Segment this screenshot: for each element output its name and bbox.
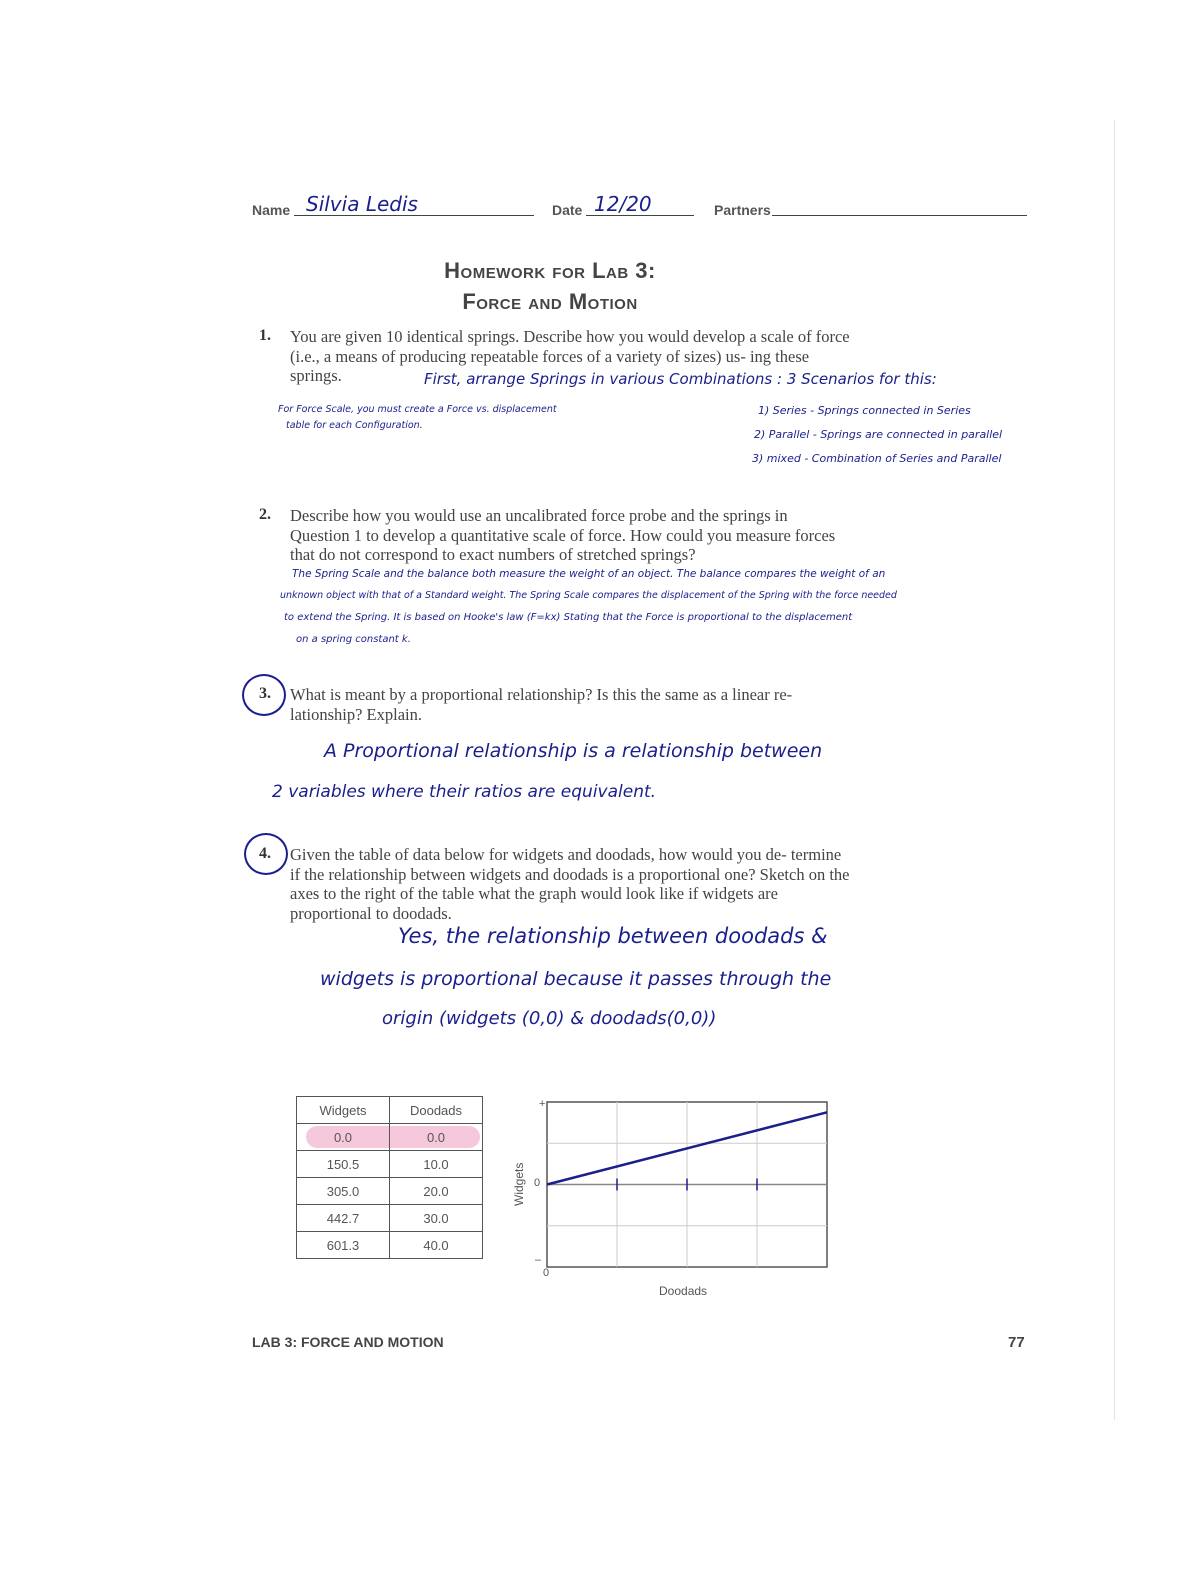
q2-answer-3: to extend the Spring. It is based on Hooke's law (F=kx) Stating that the Force is proportional to the displacement [284, 612, 853, 623]
x-zero-label: 0 [543, 1267, 550, 1279]
partners-line [772, 215, 1027, 216]
q3-text: What is meant by a proportional relationship? Is this the same as a linear re- lationship? Explain. [290, 685, 793, 724]
q1-number: 1. [259, 327, 271, 344]
q1-answer-left-1: For Force Scale, you must create a Force vs. displacement [278, 404, 557, 415]
q1-answer-right-1: 1) Series - Springs connected in Series [758, 404, 971, 417]
title-line-1: Homework for Lab 3: [444, 258, 656, 283]
footer-lab-title: LAB 3: FORCE AND MOTION [252, 1334, 444, 1350]
q2-text: Describe how you would use an uncalibrated force probe and the springs in Question 1 to develop a quantitative scale of force. How could you measure forces that do not correspond to exact numbers of stretched springs? [290, 506, 836, 564]
table-header-widgets: Widgets [297, 1097, 390, 1124]
table-cell: 40.0 [390, 1232, 483, 1259]
table-cell: 20.0 [390, 1178, 483, 1205]
table-row [297, 1178, 483, 1205]
q1-text: You are given 10 identical springs. Describe how you would develop a scale of force (i.e., a means of producing repeatable forces of a variety of sizes) us- ing these springs. [290, 327, 850, 385]
name-label: Name [252, 202, 291, 218]
table-row [297, 1232, 483, 1259]
table-header-row [297, 1097, 483, 1124]
table-cell: 601.3 [297, 1232, 390, 1259]
date-label: Date [552, 202, 583, 218]
q4-answer-2: widgets is proportional because it passes through the [320, 968, 832, 990]
table-cell: 305.0 [297, 1178, 390, 1205]
table-cell: 0.0 [390, 1124, 483, 1151]
q2-answer-4: on a spring constant k. [296, 634, 411, 645]
q4-text: Given the table of data below for widgets and doodads, how would you de- termine if the relationship between widgets and doodads is a proportional one? Sketch on the axes to the right of the table what the graph would look like if widgets are proportional to doodads. [290, 845, 850, 923]
q2-answer-2: unknown object with that of a Standard weight. The Spring Scale compares the displacement of the Spring with the force needed [280, 590, 897, 601]
name-value: Silvia Ledis [306, 192, 418, 216]
q2-number: 2. [259, 506, 271, 523]
q4-answer-3: origin (widgets (0,0) & doodads(0,0)) [382, 1008, 717, 1029]
q3-answer-2: 2 variables where their ratios are equivalent. [272, 782, 657, 802]
table-cell: 0.0 [297, 1124, 390, 1151]
table-row [297, 1124, 483, 1151]
q3-number: 3. [259, 685, 271, 702]
graph-axes [505, 1090, 835, 1305]
q3-answer-1: A Proportional relationship is a relationship between [324, 740, 823, 762]
table-header-doodads: Doodads [390, 1097, 483, 1124]
title-line-2: Force and Motion [462, 289, 638, 314]
q1-answer-main: First, arrange Springs in various Combinations : 3 Scenarios for this: [424, 370, 937, 388]
table-cell: 10.0 [390, 1151, 483, 1178]
table-row [297, 1205, 483, 1232]
table-row [297, 1151, 483, 1178]
table-cell: 442.7 [297, 1205, 390, 1232]
q1-answer-right-2: 2) Parallel - Springs are connected in parallel [754, 428, 1003, 441]
x-axis-label: Doodads [659, 1284, 708, 1298]
widgets-doodads-table [296, 1096, 483, 1259]
y-zero-label: 0 [534, 1177, 541, 1189]
q4-number: 4. [259, 845, 271, 862]
table-cell: 150.5 [297, 1151, 390, 1178]
y-plus-label: + [539, 1098, 546, 1110]
q1-answer-left-2: table for each Configuration. [286, 420, 423, 431]
y-minus-label: – [535, 1254, 542, 1266]
page-edge [1114, 120, 1115, 1420]
date-value: 12/20 [594, 192, 652, 216]
q2-answer-1: The Spring Scale and the balance both measure the weight of an object. The balance compares the weight of an [292, 568, 886, 580]
table-cell: 30.0 [390, 1205, 483, 1232]
y-axis-label: Widgets [512, 1162, 526, 1206]
footer-page-number: 77 [1008, 1334, 1025, 1351]
q4-answer-1: Yes, the relationship between doodads & [398, 924, 828, 948]
q1-answer-right-3: 3) mixed - Combination of Series and Parallel [752, 452, 1002, 465]
partners-label: Partners [714, 202, 771, 218]
